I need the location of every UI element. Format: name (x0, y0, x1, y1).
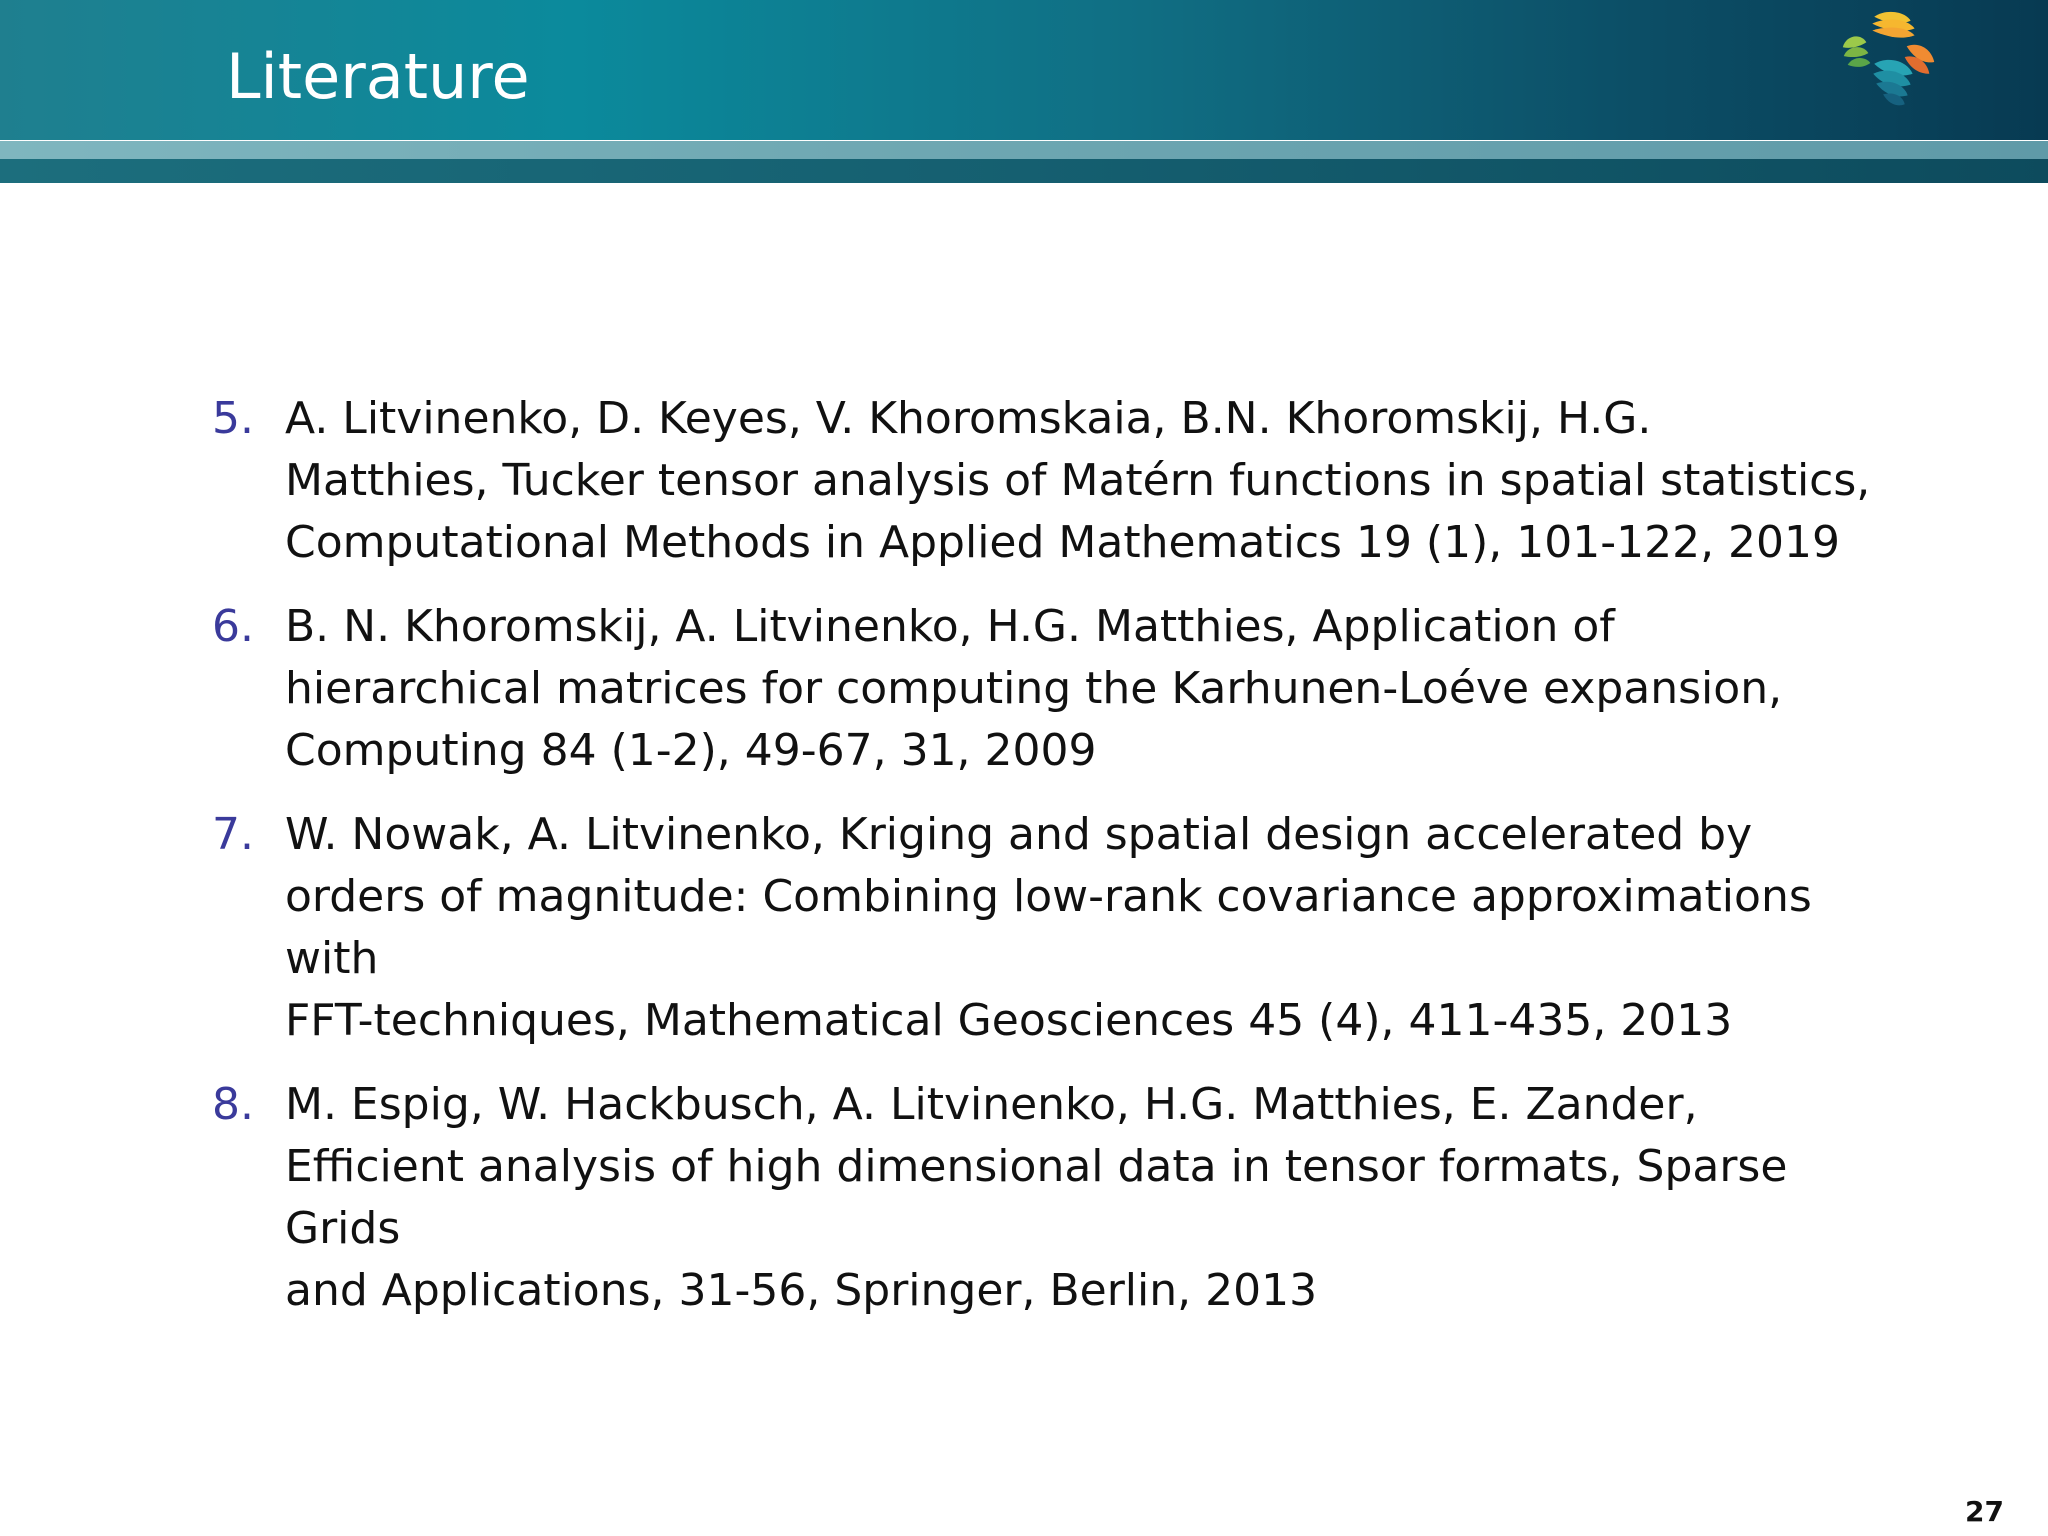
reference-number: 6. (212, 601, 254, 652)
slide-header (0, 0, 2048, 140)
reference-text: B. N. Khoromskij, A. Litvinenko, H.G. Matthies, Application of hierarchical matrices for computing the Karhunen-Loéve expansion, Computing 84 (1-2), 49-67, 31, 2009 (285, 601, 1783, 776)
reference-number: 8. (212, 1079, 254, 1130)
reference-number: 5. (212, 393, 254, 444)
header-light-band (0, 141, 2048, 159)
logo-bottom-shell (1873, 60, 1912, 105)
reference-item-5 (210, 388, 1910, 574)
page-number: 27 (1965, 1495, 2004, 1528)
reference-number: 7. (212, 809, 254, 860)
reference-text: M. Espig, W. Hackbusch, A. Litvinenko, H.G. Matthies, E. Zander, Efficient analysis of high dimensional data in tensor formats, Sparse Grids and Applications, 31-56, Springer, Berlin, 2013 (285, 1079, 1788, 1316)
reference-item-8 (210, 1074, 1910, 1322)
reference-text: W. Nowak, A. Litvinenko, Kriging and spatial design accelerated by orders of magnitude: Combining low-rank covariance approximations with FFT-techniques, Mathematical Geosciences 45 (4), 411-435, 2013 (285, 809, 1812, 1046)
logo-top-shell (1872, 12, 1914, 38)
reference-text: A. Litvinenko, D. Keyes, V. Khoromskaia, B.N. Khoromskij, H.G. Matthies, Tucker tensor analysis of Matérn functions in spatial statistics, Computational Methods in Applied Mathematics 19 (1), 101-122, 2019 (285, 393, 1871, 568)
reference-list (210, 388, 1910, 1344)
kaust-logo-icon (1830, 8, 1948, 112)
reference-item-6 (210, 596, 1910, 782)
header-dark-band (0, 159, 2048, 183)
slide-title: Literature (226, 40, 530, 113)
reference-item-7 (210, 804, 1910, 1052)
logo-left-shell (1843, 36, 1871, 67)
